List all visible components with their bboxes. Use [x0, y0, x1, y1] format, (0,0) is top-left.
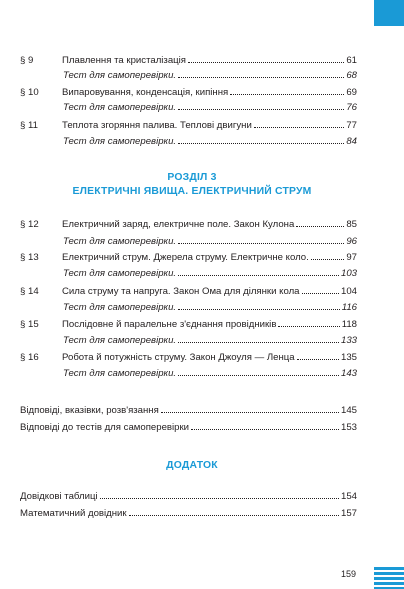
- entry-number: § 11: [20, 120, 38, 131]
- entry-title: Випаровування, конденсація, кипіння: [62, 87, 229, 98]
- leader-dots: [178, 333, 339, 343]
- toc-entry-11: [20, 118, 357, 132]
- entry-title: Відповіді, вказівки, розв'язання: [20, 405, 159, 416]
- entry-title: Тест для самоперевірки.: [63, 136, 177, 147]
- section-heading-line2: ЕЛЕКТРИЧНІ ЯВИЩА. ЕЛЕКТРИЧНИЙ СТРУМ: [72, 186, 312, 197]
- toc-test-entry: [63, 266, 357, 280]
- leader-dots: [296, 217, 344, 227]
- entry-page: 85: [346, 219, 357, 230]
- entry-title: Електричний заряд, електричне поле. Закон Кулона: [62, 219, 295, 230]
- leader-dots: [178, 366, 339, 376]
- toc-test-entry: [63, 68, 357, 82]
- entry-page: 68: [346, 70, 357, 81]
- entry-title: Математичний довідник: [20, 508, 127, 519]
- entry-title: Сила струму та напруга. Закон Ома для ділянки кола: [62, 286, 300, 297]
- entry-page: 116: [341, 302, 357, 313]
- entry-page: 157: [340, 508, 357, 519]
- entry-page: 84: [346, 136, 357, 147]
- leader-dots: [129, 506, 339, 516]
- entry-title: Тест для самоперевірки.: [63, 302, 177, 313]
- entry-page: 77: [346, 120, 357, 131]
- toc-test-entry: [63, 333, 357, 347]
- toc-reference-tables-entry: [20, 489, 357, 503]
- toc-entry-10: [20, 85, 357, 99]
- entry-title: Тест для самоперевірки.: [63, 335, 177, 346]
- section-heading-line1: РОЗДІЛ 3: [167, 172, 217, 183]
- page-number: 159: [340, 569, 356, 579]
- entry-number: § 10: [20, 87, 39, 98]
- entry-title: Робота й потужність струму. Закон Джоуля — Ленца: [62, 352, 295, 363]
- entry-number: § 13: [20, 252, 39, 263]
- bottom-edge-tab: [374, 567, 404, 589]
- toc-test-entry: [63, 366, 357, 380]
- entry-title: Теплота згоряння палива. Теплові двигуни: [62, 120, 252, 131]
- entry-page: 97: [346, 252, 357, 263]
- entry-number: § 15: [20, 319, 39, 330]
- entry-title: Тест для самоперевірки.: [63, 368, 177, 379]
- entry-page: 133: [340, 335, 357, 346]
- entry-title: Тест для самоперевірки.: [63, 268, 177, 279]
- leader-dots: [188, 53, 344, 63]
- leader-dots: [178, 234, 344, 244]
- entry-page: 118: [341, 319, 357, 330]
- leader-dots: [178, 134, 344, 144]
- entry-page: 103: [340, 268, 357, 279]
- entry-number: § 14: [20, 286, 39, 297]
- appendix-heading: ДОДАТОК: [166, 460, 218, 471]
- toc-answers-entry: [20, 403, 357, 417]
- entry-page: 69: [346, 87, 357, 98]
- entry-page: 143: [340, 368, 357, 379]
- entry-page: 61: [346, 55, 357, 66]
- toc-entry-16: [20, 350, 357, 364]
- toc-math-guide-entry: [20, 506, 357, 520]
- entry-title: Послідовне й паралельне з'єднання провідників: [62, 319, 277, 330]
- entry-title: Тест для самоперевірки.: [63, 236, 177, 247]
- toc-entry-14: [20, 284, 357, 298]
- entry-page: 135: [340, 352, 357, 363]
- leader-dots: [302, 284, 339, 294]
- entry-page: 96: [346, 236, 357, 247]
- entry-page: 104: [340, 286, 357, 297]
- leader-dots: [100, 489, 339, 499]
- entry-title: Плавлення та кристалізація: [62, 55, 186, 66]
- entry-number: § 16: [20, 352, 39, 363]
- entry-page: 76: [346, 102, 357, 113]
- toc-test-answers-entry: [20, 420, 357, 434]
- entry-page: 154: [340, 491, 357, 502]
- toc-test-entry: [63, 234, 357, 248]
- entry-page: 145: [340, 405, 357, 416]
- leader-dots: [297, 350, 339, 360]
- leader-dots: [178, 300, 340, 310]
- entry-title: Довідкові таблиці: [20, 491, 98, 502]
- entry-title: Електричний струм. Джерела струму. Електричне коло.: [62, 252, 309, 263]
- leader-dots: [191, 420, 339, 430]
- entry-title: Відповіді до тестів для самоперевірки: [20, 422, 190, 433]
- leader-dots: [254, 118, 345, 128]
- top-edge-tab: [374, 0, 404, 26]
- toc-entry-13: [20, 250, 357, 264]
- entry-page: 153: [340, 422, 357, 433]
- entry-title: Тест для самоперевірки.: [63, 70, 177, 81]
- toc-test-entry: [63, 134, 357, 148]
- leader-dots: [278, 317, 339, 327]
- toc-test-entry: [63, 300, 357, 314]
- leader-dots: [161, 403, 339, 413]
- toc-test-entry: [63, 100, 357, 114]
- leader-dots: [311, 250, 345, 260]
- leader-dots: [178, 68, 344, 78]
- entry-number: § 9: [20, 55, 34, 66]
- toc-entry-9: [20, 53, 357, 67]
- leader-dots: [178, 266, 339, 276]
- entry-number: § 12: [20, 219, 39, 230]
- toc-entry-15: [20, 317, 357, 331]
- leader-dots: [230, 85, 344, 95]
- entry-title: Тест для самоперевірки.: [63, 102, 177, 113]
- leader-dots: [178, 100, 344, 110]
- toc-entry-12: [20, 217, 357, 231]
